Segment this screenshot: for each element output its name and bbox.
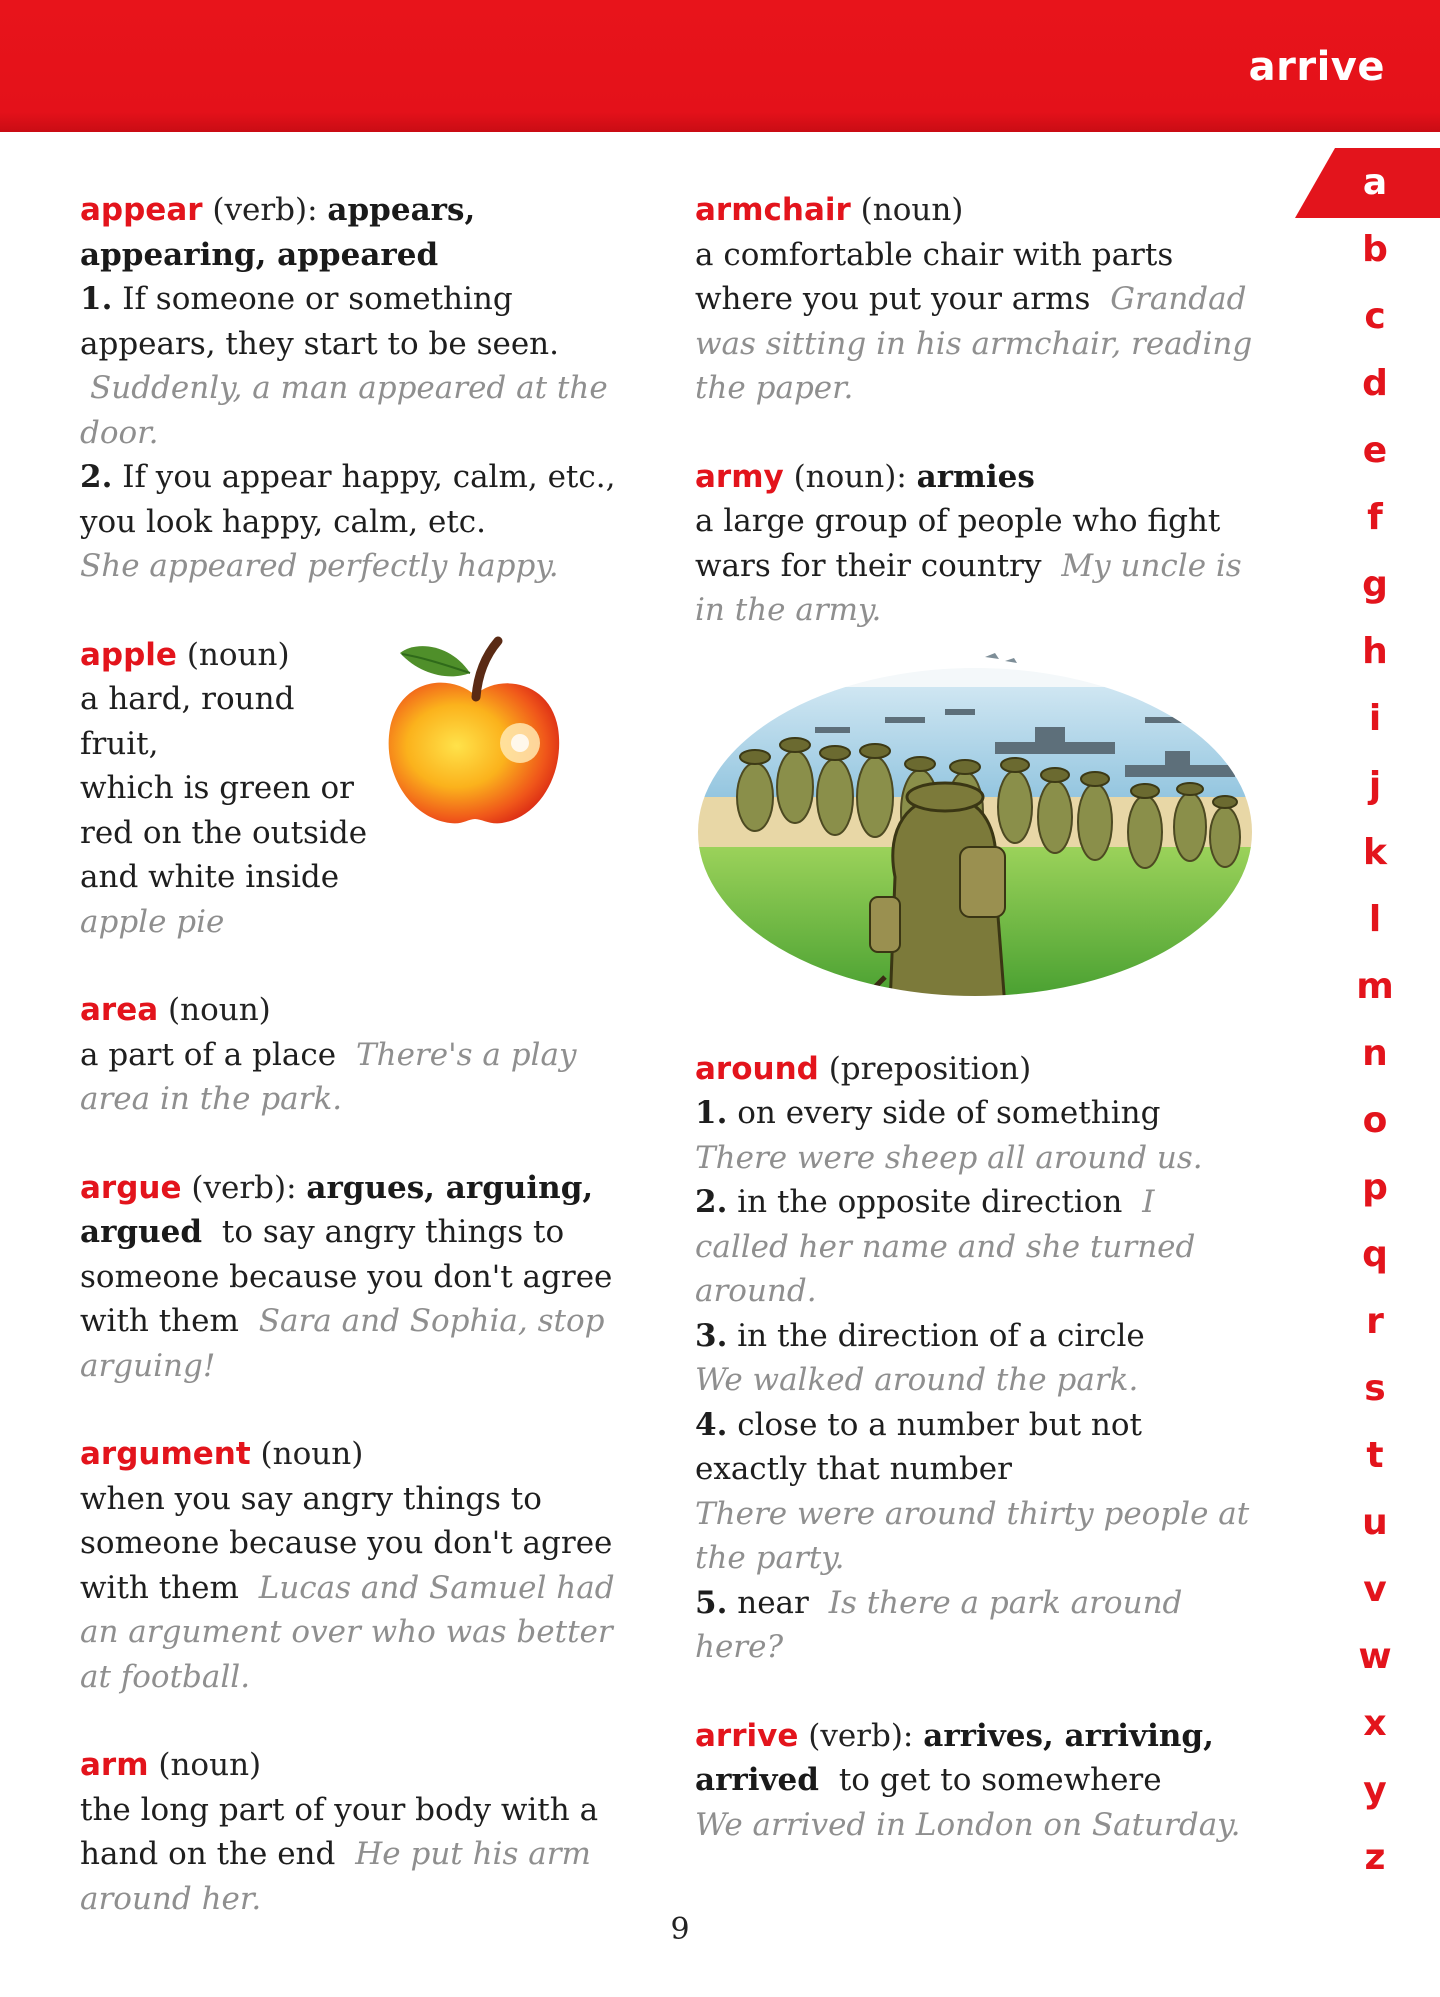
alphabet-letter-e[interactable]: e (1362, 430, 1388, 471)
sense-number: 1. (695, 1095, 728, 1131)
alphabet-letter-n[interactable]: n (1362, 1033, 1388, 1074)
alphabet-letter-i[interactable]: i (1368, 698, 1382, 739)
example: There were around thirty people at the party. (695, 1495, 1250, 1576)
inflections: argued (80, 1214, 203, 1250)
alphabet-letter-j[interactable]: j (1368, 765, 1382, 806)
apple-illustration (380, 633, 570, 833)
sense-number: 2. (695, 1184, 728, 1220)
example: Grandad was sitting in his armchair, reading the paper. (695, 281, 1253, 406)
sense-number: 4. (695, 1406, 728, 1443)
entry-argue (80, 1166, 640, 1389)
headword: appear (80, 192, 203, 228)
headword: arm (80, 1747, 149, 1783)
entry-around (695, 1047, 1255, 1670)
part-of-speech: (verb): (191, 1169, 297, 1206)
entry-apple (80, 633, 640, 945)
headword: armchair (695, 192, 851, 228)
entry-area (80, 988, 640, 1122)
inflections: armies (916, 458, 1035, 495)
entry-armchair (695, 188, 1255, 411)
definition: on every side of something (737, 1095, 1161, 1131)
part-of-speech: (verb): (212, 192, 318, 228)
headword: argue (80, 1169, 182, 1206)
inflections: arrives, arriving, (923, 1717, 1214, 1754)
part-of-speech: (preposition) (828, 1050, 1032, 1087)
alphabet-letter-g[interactable]: g (1362, 564, 1388, 605)
example: He put his arm around her. (80, 1836, 591, 1917)
alphabet-letter-o[interactable]: o (1362, 1100, 1388, 1141)
entry-arm (80, 1743, 640, 1921)
alphabet-letter-p[interactable]: p (1362, 1167, 1388, 1208)
definition-line: red on the outside (80, 814, 368, 851)
alphabet-letter-z[interactable]: z (1364, 1837, 1386, 1878)
part-of-speech: (noun) (260, 1436, 364, 1472)
entry-appear (80, 188, 640, 589)
sense-number: 5. (695, 1584, 728, 1621)
definition: the long part of your body with a hand on the end (80, 1791, 599, 1872)
definition: to say angry things to someone because you don't agree with them (80, 1214, 613, 1339)
alphabet-letter-q[interactable]: q (1362, 1234, 1388, 1275)
headword: army (695, 458, 784, 495)
part-of-speech: (verb): (808, 1717, 914, 1754)
definition: to get to somewhere (838, 1762, 1162, 1798)
headword: apple (80, 636, 177, 673)
sense-number: 1. (80, 281, 113, 317)
guide-word: arrive (1248, 44, 1385, 90)
definition: near (737, 1584, 809, 1621)
alphabet-letter-r[interactable]: r (1366, 1301, 1384, 1342)
entry-army (695, 455, 1255, 633)
definition-line: and white inside (80, 859, 340, 895)
page-number: 9 (670, 1912, 690, 1947)
alphabet-letter-m[interactable]: m (1356, 966, 1394, 1007)
example: Lucas and Samuel had an argument over who was better at football. (80, 1569, 615, 1695)
soldiers-illustration (695, 647, 1255, 1007)
part-of-speech: (noun) (168, 992, 271, 1028)
definition: a comfortable chair with parts where you put your arms (695, 236, 1174, 317)
headword: argument (80, 1436, 251, 1472)
example: Sara and Sophia, stop arguing! (80, 1303, 605, 1384)
example: We walked around the park. (695, 1362, 1139, 1398)
definition: a part of a place (80, 1036, 337, 1073)
alphabet-letter-u[interactable]: u (1362, 1502, 1388, 1543)
alphabet-letter-k[interactable]: k (1363, 832, 1387, 873)
definition-line: a hard, round fruit, (80, 681, 295, 762)
header-band (0, 0, 1440, 132)
right-column (695, 188, 1255, 1891)
alphabet-letter-v[interactable]: v (1363, 1569, 1387, 1610)
headword: around (695, 1050, 819, 1087)
definition: If someone or something appears, they start to be seen. (80, 281, 559, 362)
example: My uncle is in the army. (695, 547, 1242, 628)
inflections: arrived (695, 1762, 819, 1798)
definition: in the opposite direction (737, 1184, 1123, 1220)
inflections: argues, arguing, (306, 1169, 594, 1206)
example: Is there a park around here? (695, 1584, 1183, 1665)
definition: a large group of people who fight wars for their country (695, 503, 1221, 584)
part-of-speech: (noun): (793, 458, 907, 495)
alphabet-letter-s[interactable]: s (1364, 1368, 1386, 1409)
entry-argument (80, 1432, 640, 1699)
alphabet-letter-h[interactable]: h (1362, 631, 1388, 672)
alphabet-letter-c[interactable]: c (1364, 296, 1386, 337)
part-of-speech: (noun) (186, 636, 290, 673)
example: apple pie (80, 903, 225, 940)
alphabet-letter-l[interactable]: l (1368, 899, 1382, 940)
definition: in the direction of a circle (737, 1317, 1145, 1354)
headword: area (80, 992, 159, 1028)
definition-line: which is green or (80, 770, 354, 806)
definition: when you say angry things to someone because you don't agree with them (80, 1480, 613, 1606)
example: I called her name and she turned around. (695, 1184, 1196, 1309)
part-of-speech: (noun) (860, 192, 964, 228)
alphabet-letter-f[interactable]: f (1367, 497, 1383, 538)
entry-arrive (695, 1714, 1255, 1848)
alphabet-letter-y[interactable]: y (1363, 1770, 1387, 1811)
example: There's a play area in the park. (80, 1036, 577, 1117)
alphabet-letter-x[interactable]: x (1363, 1703, 1387, 1744)
example: She appeared perfectly happy. (80, 548, 559, 584)
example: Suddenly, a man appeared at the door. (80, 370, 608, 451)
sense-number: 3. (695, 1317, 728, 1354)
definition: If you appear happy, calm, etc., you look happy, calm, etc. (80, 459, 616, 540)
headword: arrive (695, 1717, 799, 1754)
alphabet-letter-a[interactable]: a (1362, 162, 1388, 203)
alphabet-letter-b[interactable]: b (1362, 229, 1388, 270)
part-of-speech: (noun) (158, 1747, 262, 1783)
alphabet-index (1330, 158, 1420, 1900)
example: There were sheep all around us. (695, 1139, 1203, 1176)
sense-number: 2. (80, 459, 113, 495)
alphabet-letter-t[interactable]: t (1366, 1435, 1384, 1476)
definition: close to a number but not exactly that number (695, 1406, 1142, 1487)
alphabet-letter-d[interactable]: d (1362, 363, 1388, 404)
alphabet-letter-w[interactable]: w (1358, 1636, 1392, 1677)
inflections: appears, appearing, appeared (80, 192, 476, 273)
left-column (80, 188, 640, 1965)
example: We arrived in London on Saturday. (695, 1806, 1241, 1843)
